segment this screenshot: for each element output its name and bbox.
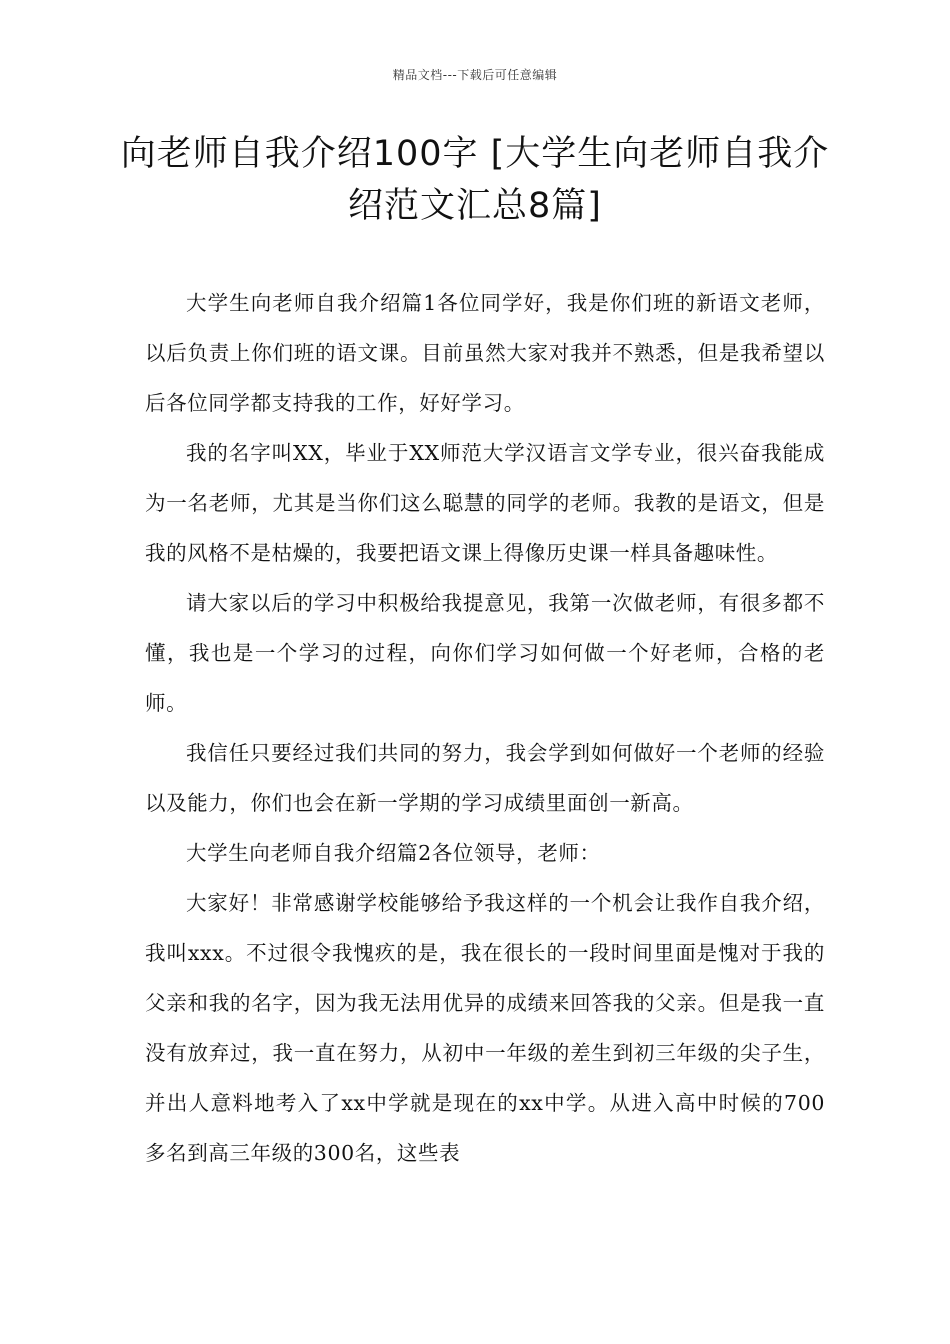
- paragraph: 我信任只要经过我们共同的努力，我会学到如何做好一个老师的经验以及能力，你们也会在新一学期的学习成绩里面创一新高。: [145, 741, 825, 815]
- paragraph: 请大家以后的学习中积极给我提意见，我第一次做老师，有很多都不懂，我也是一个学习的过程，向你们学习如何做一个好老师，合格的老师。: [145, 591, 825, 715]
- paragraph: 大学生向老师自我介绍篇1各位同学好，我是你们班的新语文老师，以后负责上你们班的语文课。目前虽然大家对我并不熟悉，但是我希望以后各位同学都支持我的工作，好好学习。: [145, 291, 825, 415]
- paragraph: 我的名字叫XX，毕业于XX师范大学汉语言文学专业，很兴奋我能成为一名老师，尤其是当你们这么聪慧的同学的老师。我教的是语文，但是我的风格不是枯燥的，我要把语文课上得像历史课一样具备趣味性。: [145, 441, 825, 565]
- header-note: 精品文档---下载后可任意编辑: [392, 68, 558, 82]
- document-body: [145, 278, 825, 1178]
- paragraph: 大学生向老师自我介绍篇2各位领导，老师：: [186, 841, 601, 865]
- paragraph: 大家好！非常感谢学校能够给予我这样的一个机会让我作自我介绍，我叫xxx。不过很令我愧疚的是，我在很长的一段时间里面是愧对于我的父亲和我的名字，因为我无法用优异的成绩来回答我的父亲。但是我一直没有放弃过，我一直在努力，从初中一年级的差生到初三年级的尖子生，并出人意料地考入了xx中学就是现在的xx中学。从进入高中时候的700多名到高三年级的300名，这些表: [145, 891, 825, 1165]
- document-title: 向老师自我介绍100字 [大学生向老师自我介绍范文汇总8篇]: [120, 134, 830, 226]
